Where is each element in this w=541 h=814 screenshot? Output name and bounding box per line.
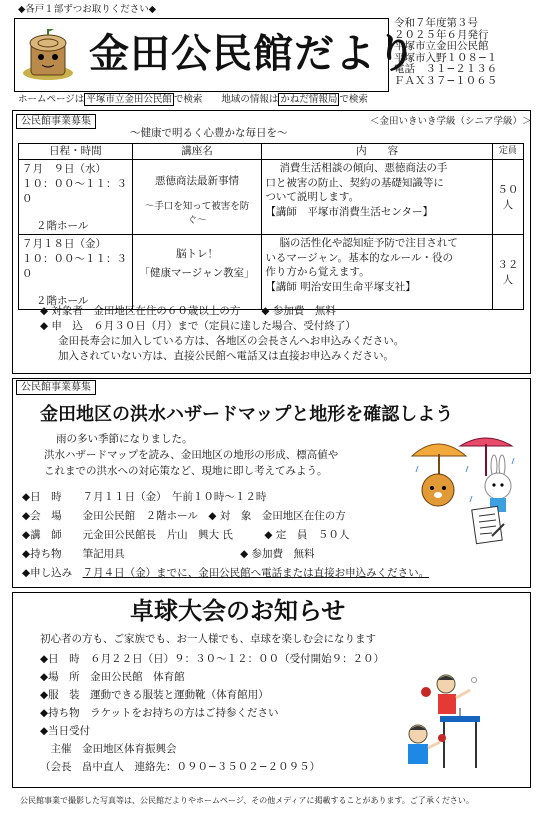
target-fee-note: ◆ 対象者 金田地区在住の６０歳以上の方 ◆ 参加費 無料: [40, 305, 336, 317]
hazard-map-title: 金田地区の洪水ハザードマップと地形を確認しよう: [40, 404, 454, 425]
section-subtitle: 〜健康で明るく心豊かな毎日を〜: [130, 127, 288, 139]
table-row: [19, 235, 524, 310]
issue-info: [394, 18, 530, 87]
row-content-line: いるマージャン。基本的なルール・役の: [265, 251, 453, 264]
row-course-sub: 「健康マージャン教室」: [139, 267, 255, 279]
clipboard-document-icon: [470, 504, 506, 546]
header-content: 内 容: [262, 144, 492, 160]
class-name: ＜金田いきいき学級（シニア学級）＞: [370, 116, 532, 127]
hazard-detail-line: ◆講 師 元金田公民館長 片山 興大 氏 ◆ 定 員 ５０人: [22, 529, 350, 541]
row-course-sub: 〜手口を知って被害を防ぐ〜: [144, 201, 250, 226]
newsletter-title: 金田公民館だより: [89, 30, 417, 77]
row-capacity: ３２: [497, 259, 519, 271]
section-tag: 公民館事業募集: [16, 114, 96, 129]
tree-stump-mascot-icon: [21, 29, 75, 81]
row-time: １０：００〜１１：３０: [22, 178, 127, 205]
issue-line: 令和７年度第３号: [394, 17, 478, 29]
header-date: 日程・時間: [19, 144, 133, 160]
local-suffix: で検索: [339, 94, 368, 105]
issue-line: 電話 ３１−２１３６: [394, 63, 498, 75]
issue-line: ２０２５年６月発行: [394, 28, 489, 41]
table-tennis-intro: 初心者の方も、ご家族でも、お一人様でも、卓球を楽しむ会になります: [40, 633, 376, 645]
issue-line: 平塚市立金田公民館: [394, 40, 489, 52]
hazard-intro-line: 雨の多い季節になりました。: [56, 433, 193, 445]
apply-text: ７月４日（金）までに、金田公民館へ電話または直接お申込みください。: [82, 567, 430, 579]
hp-suffix: で検索: [173, 94, 203, 105]
row-time: １０：００〜１１：３０: [22, 253, 127, 280]
hazard-intro-line: これまでの洪水への対応策など、現地に即し考えてみよう。: [44, 465, 328, 477]
table-row: [19, 160, 524, 235]
row-capacity: ５０: [497, 184, 519, 196]
apply-nonmember-note: 加入されていない方は、直接公民館へ電話又は直接お申込みください。: [58, 350, 394, 362]
row-date: ７月 ９日（水）: [22, 163, 106, 175]
apply-label: ◆申し込み: [22, 567, 73, 579]
table-tennis-title: 卓球大会のお知らせ: [130, 597, 346, 625]
photo-usage-notice: 公民館事業で撮影した写真等は、公民館だよりやホームページ、その他メディアに掲載することがあります。ご了承ください。: [20, 796, 474, 805]
row-capacity-unit: 人: [502, 199, 514, 211]
hazard-detail-line: ◆持ち物 筆記用具 ◆ 参加費 無料: [22, 548, 315, 560]
issue-line: 平塚市入野１０８−１: [394, 51, 498, 64]
row-date: ７月１８日（金）: [22, 238, 106, 250]
row-place: ２階ホール: [36, 220, 89, 232]
tennis-detail-line: ◆当日受付: [40, 725, 91, 737]
local-search-keyword: かねだ情報局: [280, 94, 338, 105]
header-capacity: 定員: [492, 144, 523, 160]
row-content-line: 脳の活性化や認知症予防で注目されて: [279, 237, 458, 249]
local-prefix: 地域の情報は: [221, 94, 279, 105]
hp-search-keyword: 平塚市立金田公民館: [86, 94, 172, 105]
apply-member-note: 金田長寿会に加入している方は、各地区の会長さんへお申込みください。: [58, 335, 405, 347]
hazard-intro-line: 洪水ハザードマップを読み、金田地区の地形の形成、標高値や: [44, 449, 339, 461]
hazard-detail-line: ◆日 時 ７月１１日（金） 午前１０時〜１２時: [22, 491, 267, 503]
hazard-apply-line: [22, 566, 429, 580]
distribution-note: ◆各戸１部ずつお取りください◆: [18, 4, 157, 15]
row-content-line: 消費生活相談の傾向、悪徳商法の手: [279, 162, 448, 174]
table-tennis-players-illustration-icon: [400, 672, 524, 776]
row-capacity-unit: 人: [502, 274, 514, 286]
tennis-detail-line: ◆持ち物 ラケットをお持ちの方はご持参ください: [40, 707, 279, 719]
tennis-detail-line: ◆服 装 運動できる服装と運動靴（体育館用）: [40, 689, 269, 701]
section-tag: 公民館事業募集: [16, 380, 96, 395]
hazard-detail-line: ◆会 場 金田公民館 ２階ホール ◆ 対 象 金田地区在住の方: [22, 510, 346, 522]
row-lecturer: 【講師 明治安田生命平塚支社】: [265, 280, 416, 293]
row-course-name: 悪徳商法最新事情: [155, 175, 240, 187]
tennis-contact: （会長 畠中直人 連絡先：０９０−３５０２−２０９５）: [40, 761, 321, 773]
header-name: 講座名: [132, 144, 262, 160]
row-content-line: 口と被害の防止、契約の基礎知識等に: [265, 176, 444, 189]
tennis-detail-line: ◆場 所 金田公民館 体育館: [40, 671, 185, 683]
row-course-name: 脳トレ！: [176, 248, 219, 260]
row-place: ２階ホール: [36, 295, 89, 307]
row-content-line: 作り方から覚えます。: [265, 266, 370, 278]
issue-line: ＦＡＸ３７−１０６５: [394, 74, 498, 87]
title-banner: [14, 18, 417, 92]
hp-prefix: ホームページは: [18, 94, 85, 105]
row-content-line: ついて説明します。: [265, 191, 360, 203]
table-header-row: [19, 144, 524, 160]
search-guide: [18, 94, 368, 106]
rain-animals-illustration-icon: [408, 436, 524, 518]
event-table: [18, 143, 524, 310]
row-lecturer: 【講師 平塚市消費生活センター】: [265, 205, 434, 218]
tennis-detail-line: ◆日 時 ６月２２日（日）９：３０〜１２：００（受付開始９：２０）: [40, 653, 385, 665]
apply-deadline-note: ◆ 申 込 ６月３０日（月）まで（定員に達した場合、受付終了）: [40, 320, 356, 332]
tennis-organizer: 主催 金田地区体育振興会: [40, 743, 177, 755]
